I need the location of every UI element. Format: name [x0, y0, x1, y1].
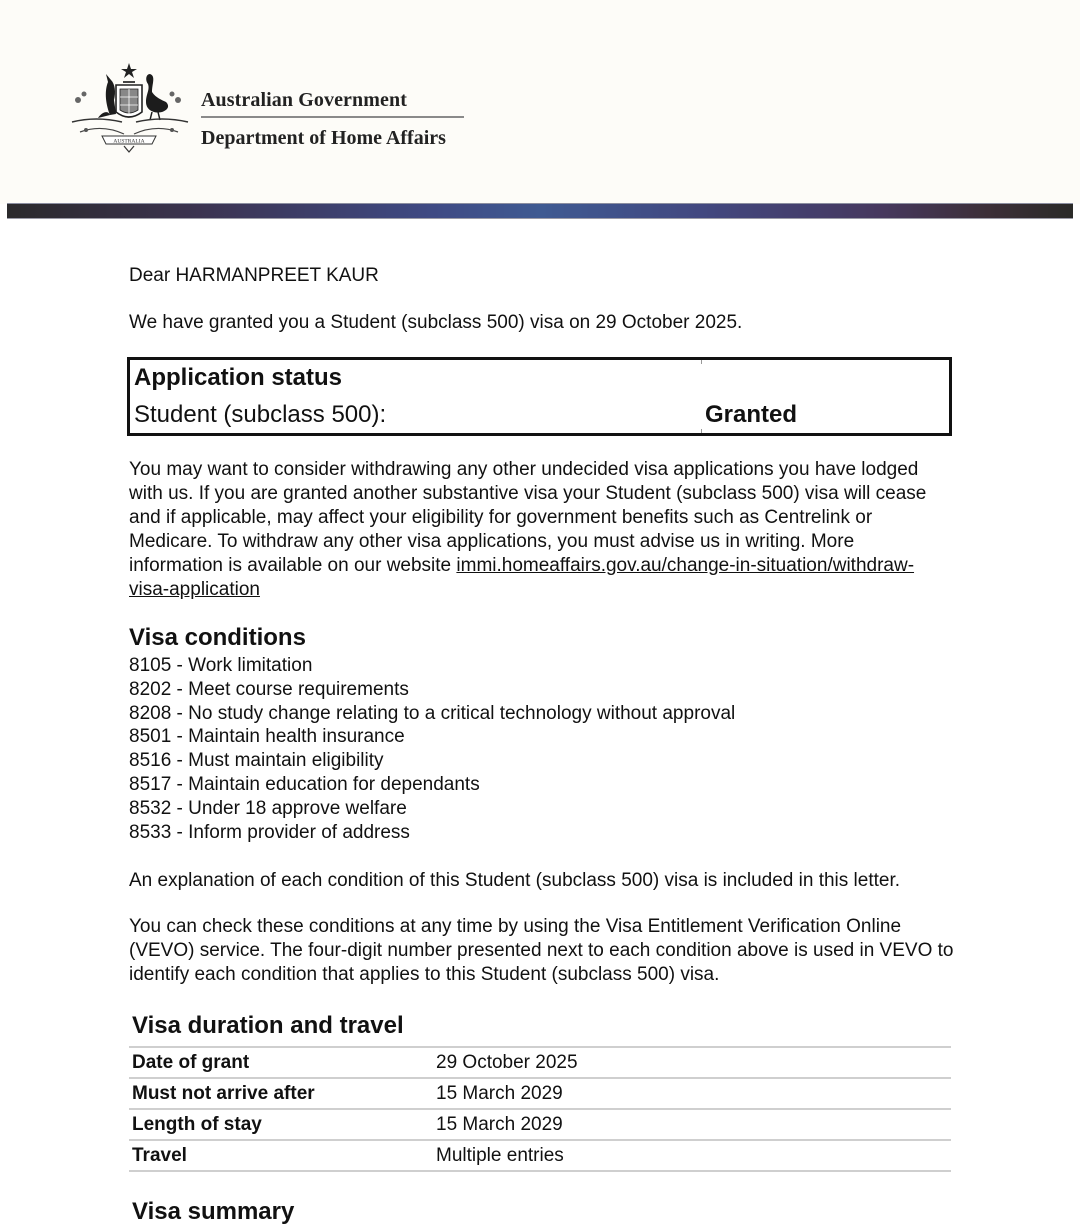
table-row	[129, 1078, 951, 1109]
row-value: Multiple entries	[433, 1140, 951, 1171]
withdraw-notice	[129, 458, 929, 602]
greeting: Dear HARMANPREET KAUR	[129, 265, 379, 286]
department-name: Department of Home Affairs	[201, 127, 446, 149]
condition-item: 8533 - Inform provider of address	[129, 821, 410, 843]
agency-name-block	[201, 86, 464, 152]
row-value: 29 October 2025	[433, 1047, 951, 1078]
condition-item: 8105 - Work limitation	[129, 655, 313, 676]
status-box-column-mark	[701, 360, 702, 364]
header-color-band	[7, 203, 1073, 219]
visa-conditions-list	[129, 654, 735, 844]
condition-item: 8532 - Under 18 approve welfare	[129, 797, 407, 819]
withdraw-visa-link[interactable]: immi.homeaffairs.gov.au/change-in-situation/withdraw-visa-application	[129, 555, 915, 600]
condition-item: 8517 - Maintain education for dependants	[129, 773, 480, 795]
visa-duration-heading: Visa duration and travel	[132, 1012, 404, 1039]
grant-statement: We have granted you a Student (subclass 500) visa on 29 October 2025.	[129, 312, 743, 333]
svg-text:AUSTRALIA: AUSTRALIA	[113, 138, 145, 145]
table-row	[129, 1109, 951, 1140]
visa-summary-heading: Visa summary	[132, 1198, 295, 1225]
table-row	[129, 1140, 951, 1171]
application-status-box	[127, 357, 952, 436]
row-label: Length of stay	[129, 1109, 433, 1140]
vevo-note: You can check these conditions at any time by using the Visa Entitlement Verification Online (VEVO) service. The four-digit number presented next to each condition above is used in VEVO to identify each condition that applies to this Student (subclass 500) visa.	[129, 916, 954, 985]
status-badge: Granted	[705, 401, 798, 428]
condition-item: 8208 - No study change relating to a critical technology without approval	[129, 702, 736, 724]
row-label: Date of grant	[129, 1047, 433, 1078]
row-label: Travel	[129, 1140, 433, 1171]
government-name: Australian Government	[201, 89, 407, 111]
conditions-explanation: An explanation of each condition of this Student (subclass 500) visa is included in this letter.	[129, 870, 901, 891]
application-status-title: Application status	[134, 364, 343, 391]
row-value: 15 March 2029	[433, 1109, 951, 1140]
visa-duration-table	[129, 1046, 951, 1172]
letterhead	[0, 0, 1080, 204]
condition-item: 8202 - Meet course requirements	[129, 678, 409, 700]
condition-item: 8516 - Must maintain eligibility	[129, 750, 384, 772]
condition-item: 8501 - Maintain health insurance	[129, 726, 405, 748]
table-row	[129, 1047, 951, 1078]
withdraw-notice-text: You may want to consider withdrawing any other undecided visa applications you have lodged with us. If you are granted another substantive visa your Student (subclass 500) visa will cease and if applicable, may affect your eligibility for government benefits such as Centrelink or Medicare. To withdraw any other visa applications, you must advise us in writing. More information is available on our website	[129, 459, 927, 576]
visa-type-label: Student (subclass 500):	[134, 401, 387, 428]
row-label: Must not arrive after	[129, 1078, 433, 1109]
status-box-column-mark	[701, 429, 702, 433]
row-value: 15 March 2029	[433, 1078, 951, 1109]
visa-conditions-heading: Visa conditions	[129, 624, 306, 651]
coat-of-arms-icon	[66, 60, 192, 156]
agency-divider	[201, 116, 464, 118]
